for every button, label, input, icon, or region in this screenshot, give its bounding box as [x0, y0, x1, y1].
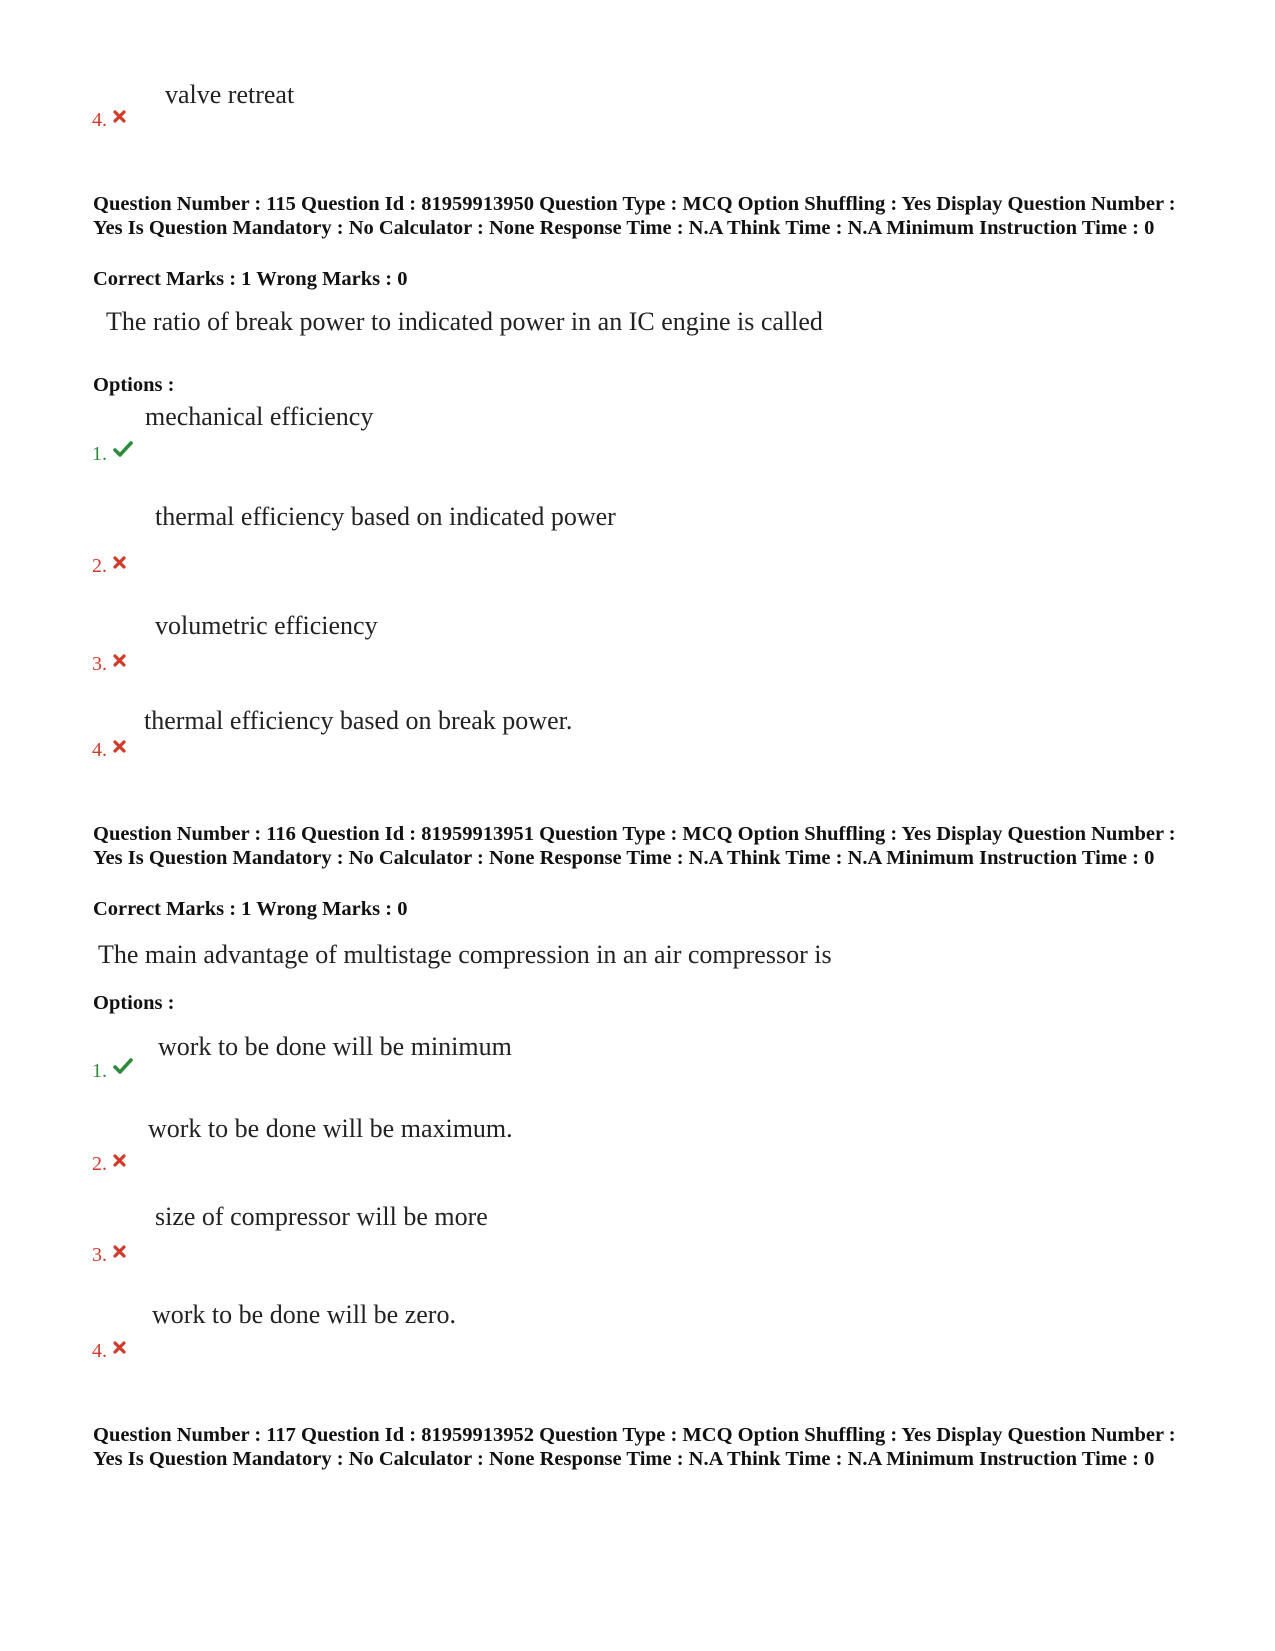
option-number: 3.: [92, 650, 126, 676]
option-text: volumetric efficiency: [155, 611, 378, 640]
question-meta: Question Number : 115 Question Id : 81959913950 Question Type : MCQ Option Shuffling : Yes Display Question Number : Yes Is Question Mandatory : No Calculator : None Response Time : N.A Think Time : N.A Minimum Instruction Time : 0: [93, 193, 1176, 239]
option-number: 4.: [92, 106, 126, 132]
question-marks: Correct Marks : 1 Wrong Marks : 0: [93, 268, 408, 290]
cross-icon: [113, 1150, 126, 1173]
option-text: mechanical efficiency: [145, 402, 374, 431]
question-text: The main advantage of multistage compression in an air compressor is: [98, 940, 832, 969]
option-number: 4.: [92, 736, 126, 762]
question-meta: Question Number : 117 Question Id : 81959913952 Question Type : MCQ Option Shuffling : Yes Display Question Number : Yes Is Question Mandatory : No Calculator : None Response Time : N.A Think Time : N.A Minimum Instruction Time : 0: [93, 1424, 1176, 1470]
option-text: thermal efficiency based on break power.: [144, 706, 573, 735]
option-number: 4.: [92, 1337, 126, 1363]
option-text: work to be done will be maximum.: [148, 1114, 513, 1143]
option-text: valve retreat: [165, 80, 295, 109]
question-marks: Correct Marks : 1 Wrong Marks : 0: [93, 898, 408, 920]
option-text: thermal efficiency based on indicated power: [155, 502, 616, 531]
question-text: The ratio of break power to indicated power in an IC engine is called: [106, 307, 823, 336]
cross-icon: [113, 736, 126, 759]
check-icon: [113, 1057, 133, 1080]
option-number: 2.: [92, 1150, 126, 1176]
option-text: work to be done will be minimum: [158, 1032, 512, 1061]
options-label: Options :: [93, 374, 175, 396]
question-meta: Question Number : 116 Question Id : 81959913951 Question Type : MCQ Option Shuffling : Yes Display Question Number : Yes Is Question Mandatory : No Calculator : None Response Time : N.A Think Time : N.A Minimum Instruction Time : 0: [93, 823, 1176, 869]
option-text: work to be done will be zero.: [152, 1300, 456, 1329]
cross-icon: [113, 106, 126, 129]
cross-icon: [113, 650, 126, 673]
options-label: Options :: [93, 992, 175, 1014]
option-number: 2.: [92, 552, 126, 578]
cross-icon: [113, 552, 126, 575]
option-text: size of compressor will be more: [155, 1202, 488, 1231]
option-number: 3.: [92, 1241, 126, 1267]
cross-icon: [113, 1337, 126, 1360]
option-number: 1.: [92, 1057, 133, 1083]
cross-icon: [113, 1241, 126, 1264]
check-icon: [113, 440, 133, 463]
option-number: 1.: [92, 440, 133, 466]
